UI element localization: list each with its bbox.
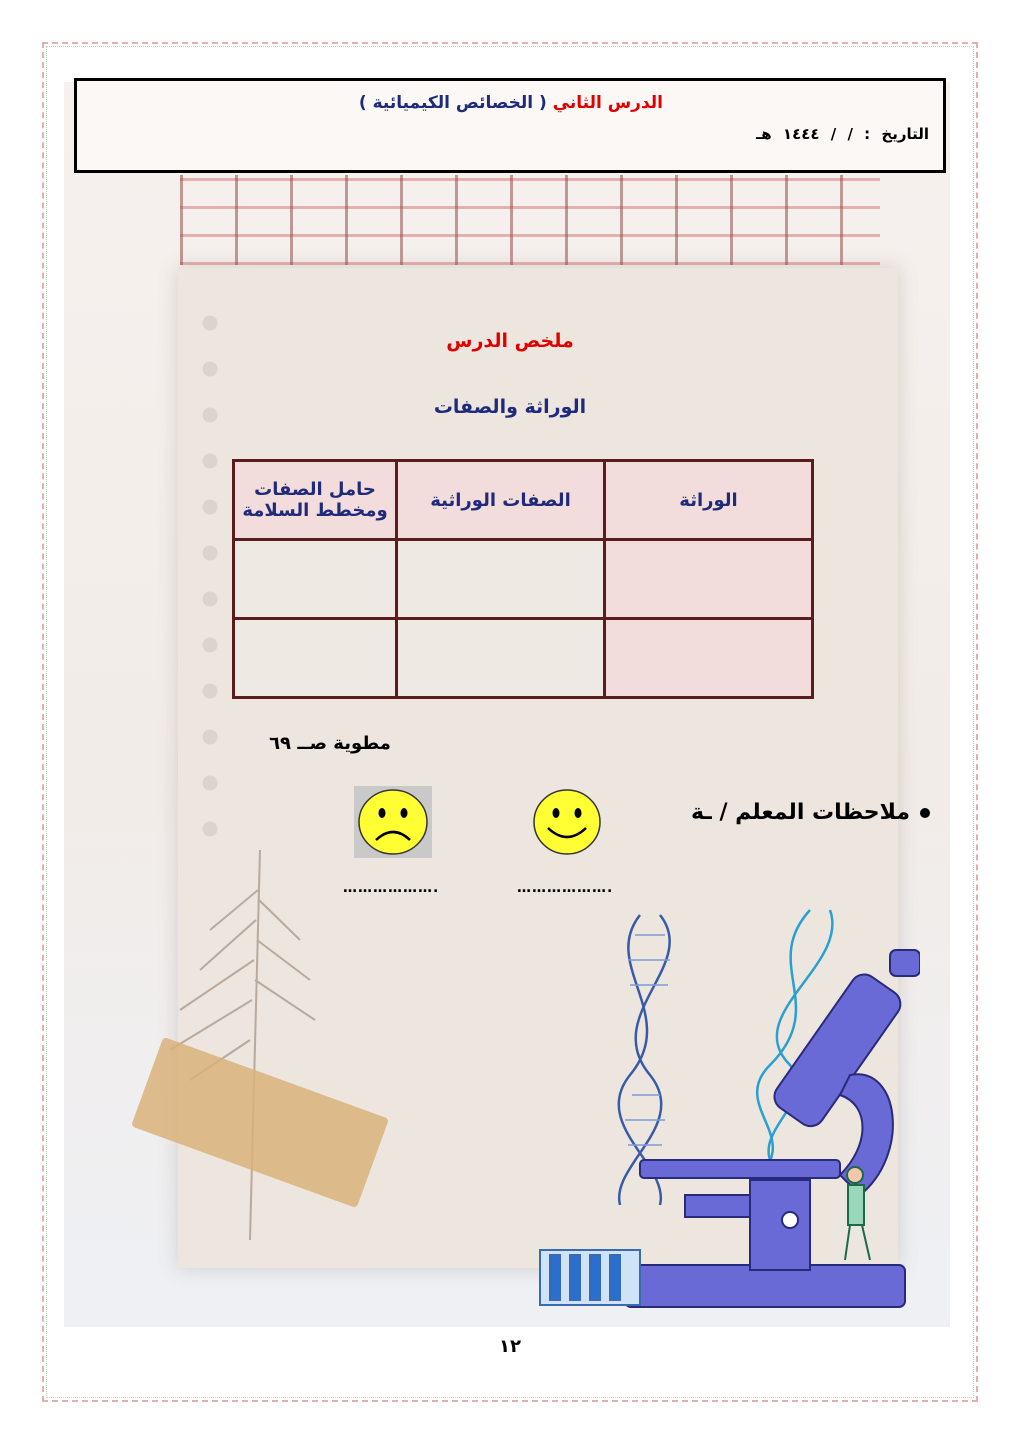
microscope-dna-illustration <box>520 905 920 1315</box>
subtitle: الوراثة والصفات <box>433 396 587 418</box>
table-header-row <box>234 461 813 540</box>
table-row <box>234 540 813 619</box>
date-line: التاريخ : / / ١٤٤٤ هـ <box>756 125 929 143</box>
teacher-notes <box>660 800 930 825</box>
bullet-icon <box>920 808 930 818</box>
heredity-table <box>232 459 814 699</box>
teacher-notes-label: ملاحظات المعلم / ـة <box>690 800 910 825</box>
table-cell[interactable] <box>234 619 397 698</box>
table-header-cell: الصفات الوراثية <box>397 461 605 540</box>
lesson-title <box>359 93 663 113</box>
table-header-cell: الوراثة <box>605 461 813 540</box>
header-box <box>74 78 946 173</box>
smiley-face-icon[interactable] <box>528 786 606 858</box>
grid-decoration <box>180 175 880 265</box>
paper-holes <box>200 300 220 860</box>
table-cell[interactable] <box>397 540 605 619</box>
table-cell[interactable] <box>397 619 605 698</box>
lesson-label: الدرس الثاني <box>552 93 663 113</box>
dots-line-happy: ………………. <box>517 880 614 896</box>
summary-title: ملخص الدرس <box>446 330 574 352</box>
table-cell[interactable] <box>234 540 397 619</box>
lesson-topic: ( الخصائص الكيميائية ) <box>358 93 547 113</box>
table-cell[interactable] <box>605 540 813 619</box>
table-cell[interactable] <box>605 619 813 698</box>
table-row <box>234 619 813 698</box>
table-header-cell: حامل الصفات ومخطط السلامة <box>234 461 397 540</box>
page-number: ١٢ <box>499 1336 521 1357</box>
dots-line-sad: ………………. <box>343 880 440 896</box>
foldable-reference: مطوية صــ ٦٩ <box>269 733 391 754</box>
sad-face-icon[interactable] <box>354 786 432 858</box>
